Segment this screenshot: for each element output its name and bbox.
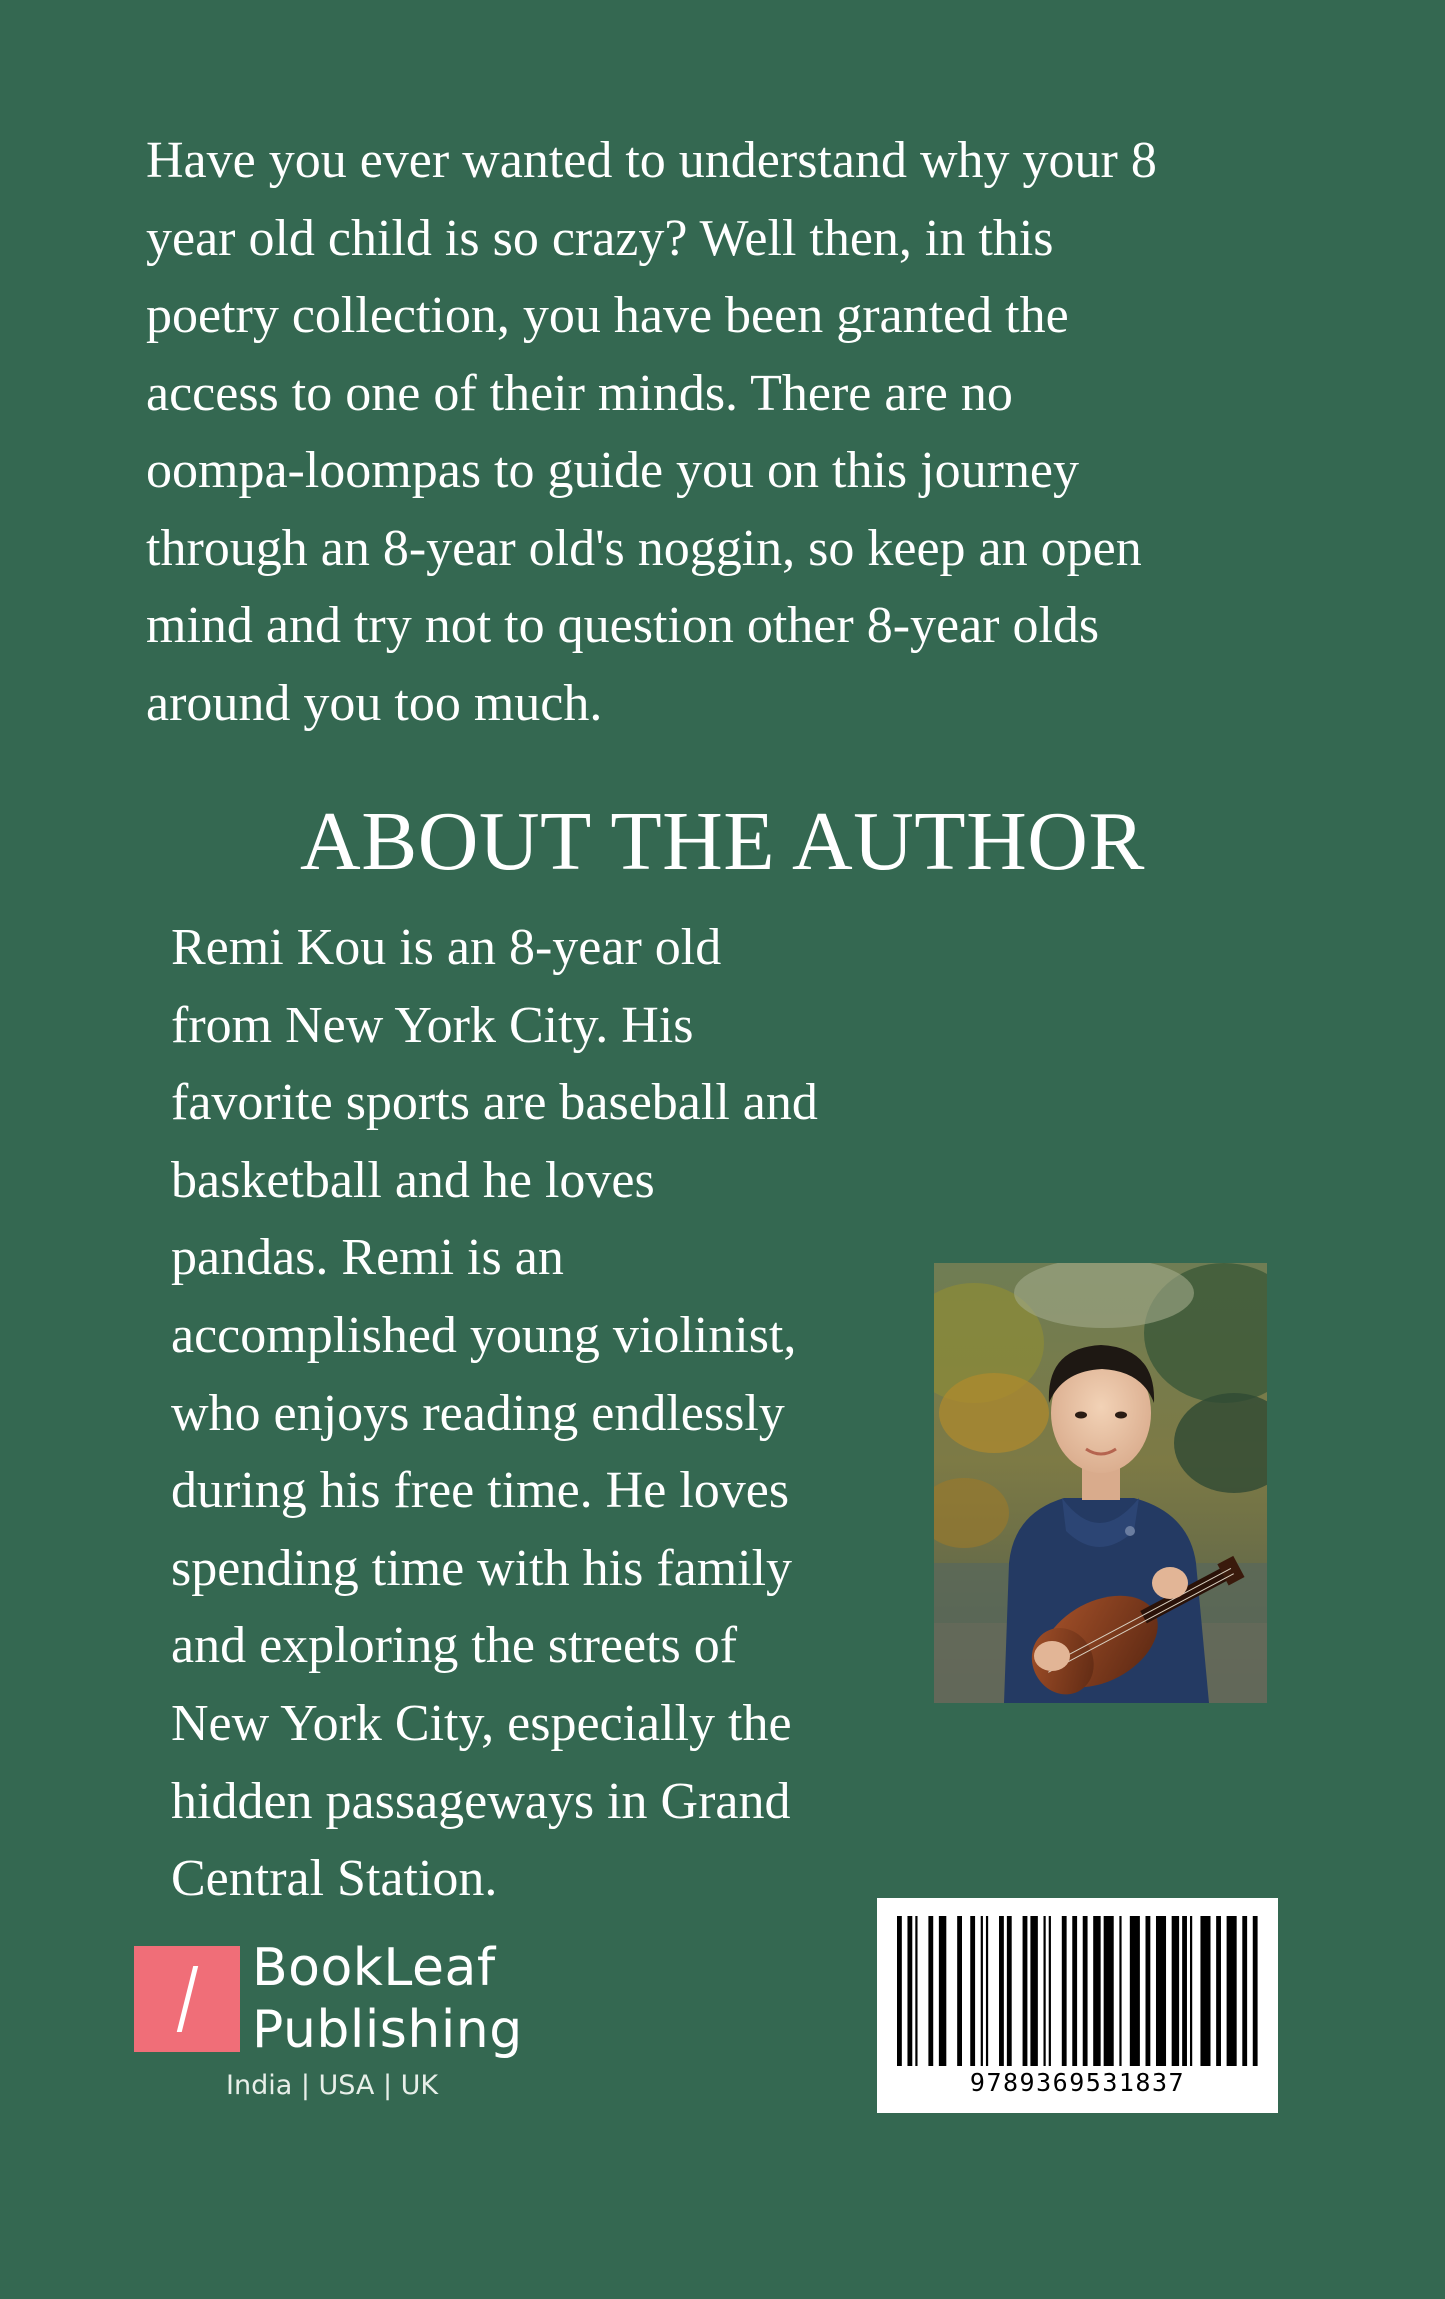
barcode-bar <box>1200 1916 1210 2066</box>
publisher-regions: India | USA | UK <box>226 2070 439 2101</box>
barcode-bar <box>1182 1916 1187 2066</box>
barcode-bar <box>1130 1916 1140 2066</box>
barcode-bar <box>970 1916 975 2066</box>
isbn-barcode <box>877 1898 1278 2113</box>
publisher-name: BookLeaf Publishing <box>252 1938 523 2060</box>
barcode-bar <box>1227 1916 1237 2066</box>
barcode-bar <box>981 1916 983 2066</box>
slash-icon <box>177 1966 198 2032</box>
barcode-bar <box>1104 1916 1114 2066</box>
barcode-bar <box>897 1916 902 2066</box>
barcode-bar <box>1023 1916 1028 2066</box>
barcode-bar <box>1172 1916 1179 2066</box>
barcode-bar <box>1049 1916 1051 2066</box>
barcode-bar <box>915 1916 917 2066</box>
publisher-logo <box>134 1938 534 2113</box>
isbn-number: 9789369531837 <box>969 2068 1186 2097</box>
barcode-bar <box>1253 1916 1258 2066</box>
barcode-bar <box>939 1916 946 2066</box>
barcode-bar <box>1242 1916 1247 2066</box>
barcode-bar <box>1007 1916 1012 2066</box>
barcode-bar <box>1062 1916 1067 2066</box>
barcode-bar <box>1093 1916 1100 2066</box>
barcode-bar <box>986 1916 988 2066</box>
barcode-bar <box>1083 1916 1088 2066</box>
barcode-bar <box>1146 1916 1151 2066</box>
author-photo <box>934 1263 1267 1703</box>
barcode-bar <box>1156 1916 1166 2066</box>
publisher-logo-mark <box>134 1946 240 2052</box>
barcode-bar <box>907 1916 912 2066</box>
barcode-bar <box>1216 1916 1221 2066</box>
book-blurb: Have you ever wanted to understand why your 8 year old child is so crazy? Well then, in this poetry collection, you have been granted the access to one of their minds. There are no oompa-loompas to guide you on this journey through an 8-year old's noggin, so keep an open mind and try not to question other 8-year olds around you too much. <box>146 132 1157 732</box>
barcode-bar <box>1119 1916 1121 2066</box>
barcode-bar <box>1190 1916 1192 2066</box>
barcode-bar <box>1043 1916 1045 2066</box>
barcode-bar <box>1030 1916 1037 2066</box>
about-author-heading: ABOUT THE AUTHOR <box>300 795 1145 888</box>
author-bio: Remi Kou is an 8-year old from New York City. His favorite sports are baseball and basketball and he loves pandas. Remi is an accomplished young violinist, who enjoys reading endlessly during his free time. He loves spending time with his family and exploring the streets of New York City, especially the hidden passageways in Grand Central Station. <box>171 919 818 1908</box>
barcode-bars <box>897 1916 1258 2066</box>
barcode-bar <box>957 1916 962 2066</box>
barcode-bar <box>928 1916 933 2066</box>
barcode-bar <box>999 1916 1004 2066</box>
barcode-bar <box>1072 1916 1077 2066</box>
